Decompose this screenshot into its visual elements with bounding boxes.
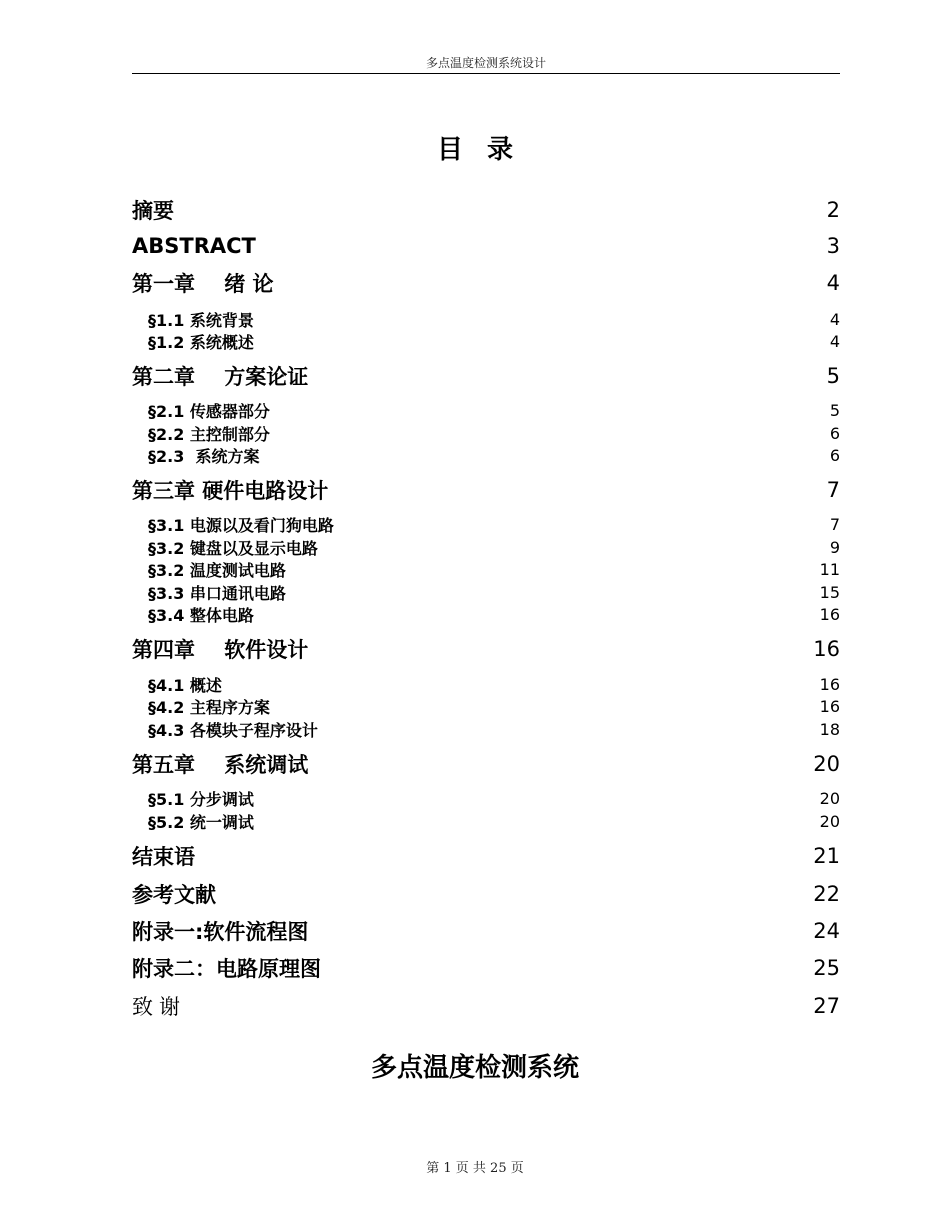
toc-entry-abstract-en[interactable] — [132, 231, 840, 261]
toc-entry-section-5-1[interactable] — [132, 787, 840, 809]
toc-entry-label: §2.2 主控制部分 — [148, 424, 270, 444]
toc-entry-page: 25 — [813, 956, 840, 980]
toc-entry-page: 2 — [826, 198, 840, 222]
toc-entry-section-1-1[interactable] — [132, 308, 840, 330]
document-title: 多点温度检测系统 — [370, 1053, 579, 1083]
toc-entry-label: 第一章 绪 论 — [132, 272, 274, 296]
toc-entry-page: 6 — [829, 423, 840, 443]
toc-entry-references[interactable] — [132, 879, 840, 909]
toc-entry-label: §5.1 分步调试 — [148, 789, 254, 809]
toc-entry-chapter-3[interactable] — [132, 475, 840, 505]
toc-entry-chapter-4[interactable] — [132, 634, 840, 664]
toc-entry-label: 第二章 方案论证 — [132, 365, 309, 389]
toc-entry-label: §1.1 系统背景 — [148, 310, 254, 330]
toc-entry-section-3-2a[interactable] — [132, 536, 840, 558]
toc-entry-label: 第五章 系统调试 — [132, 753, 309, 777]
toc-entry-section-2-1[interactable] — [132, 399, 840, 421]
toc-entry-appendix-1[interactable] — [132, 916, 840, 946]
toc-entry-section-3-1[interactable] — [132, 513, 840, 535]
toc-entry-label: 第三章 硬件电路设计 — [132, 479, 329, 503]
toc-entry-page: 4 — [829, 331, 840, 351]
toc-entry-page: 3 — [826, 234, 840, 258]
toc-entry-label: §5.2 统一调试 — [148, 812, 254, 832]
toc-entry-chapter-5[interactable] — [132, 749, 840, 779]
toc-entry-section-3-3[interactable] — [132, 581, 840, 603]
toc-entry-page: 7 — [829, 514, 840, 534]
toc-entry-section-1-2[interactable] — [132, 330, 840, 352]
toc-entry-section-5-2[interactable] — [132, 810, 840, 832]
toc-entry-label: §4.2 主程序方案 — [148, 697, 270, 717]
toc-entry-page: 16 — [819, 674, 840, 694]
toc-entry-section-3-2b[interactable] — [132, 558, 840, 580]
page-footer — [0, 1157, 950, 1176]
toc-entry-label: 摘要 — [132, 199, 174, 223]
toc-entry-section-2-3[interactable] — [132, 444, 840, 466]
toc-title-char-1: 目 — [436, 135, 463, 165]
toc-entry-section-3-4[interactable] — [132, 603, 840, 625]
toc-entry-label: §3.2 温度测试电路 — [148, 560, 286, 580]
toc-entry-label: §4.3 各模块子程序设计 — [148, 720, 318, 740]
toc-entry-chapter-1[interactable] — [132, 268, 840, 298]
toc-entry-section-4-3[interactable] — [132, 718, 840, 740]
toc-entry-page: 4 — [829, 309, 840, 329]
toc-entry-page: 16 — [819, 604, 840, 624]
toc-entry-page: 7 — [826, 478, 840, 502]
toc-entry-label: §3.4 整体电路 — [148, 605, 254, 625]
toc-entry-page: 9 — [829, 537, 840, 557]
toc-entry-section-4-2[interactable] — [132, 695, 840, 717]
footer-page-number: 第 1 页 共 25 页 — [426, 1161, 524, 1176]
toc-entry-page: 5 — [826, 364, 840, 388]
toc-entry-page: 16 — [819, 696, 840, 716]
header-text: 多点温度检测系统设计 — [425, 56, 546, 70]
toc-entry-section-2-2[interactable] — [132, 422, 840, 444]
toc-entry-page: 11 — [819, 559, 840, 579]
toc-entry-label: §3.1 电源以及看门狗电路 — [148, 515, 334, 535]
toc-entry-page: 27 — [813, 994, 840, 1018]
toc-entry-page: 20 — [819, 811, 840, 831]
toc-entry-section-4-1[interactable] — [132, 673, 840, 695]
toc-entry-label: 附录二：电路原理图 — [132, 957, 321, 981]
toc-entry-label: §4.1 概述 — [148, 675, 222, 695]
toc-entry-label: §2.3 系统方案 — [148, 446, 260, 466]
toc-entry-label: §2.1 传感器部分 — [148, 401, 270, 421]
toc-entry-thanks[interactable] — [132, 991, 840, 1021]
toc-entry-page: 5 — [829, 400, 840, 420]
toc-entry-page: 24 — [813, 919, 840, 943]
toc-title-char-2: 录 — [487, 135, 514, 165]
toc-entry-label: ABSTRACT — [132, 234, 256, 258]
toc-entry-page: 20 — [813, 752, 840, 776]
toc-entry-abstract-cn[interactable] — [132, 195, 840, 225]
toc-entry-page: 4 — [826, 271, 840, 295]
toc-entry-label: 参考文献 — [132, 883, 216, 907]
toc-entry-label: 附录一:软件流程图 — [132, 920, 309, 944]
toc-entry-label: §3.2 键盘以及显示电路 — [148, 538, 318, 558]
toc-entry-conclusion[interactable] — [132, 841, 840, 871]
toc-entry-page: 15 — [819, 582, 840, 602]
toc-entry-page: 6 — [829, 445, 840, 465]
toc-entry-label: §3.3 串口通讯电路 — [148, 583, 286, 603]
toc-entry-label: 第四章 软件设计 — [132, 638, 309, 662]
toc-entry-label: 结束语 — [132, 845, 195, 869]
toc-entry-appendix-2[interactable] — [132, 953, 840, 983]
toc-title — [0, 132, 950, 168]
toc-entry-label: §1.2 系统概述 — [148, 332, 254, 352]
toc-entry-page: 21 — [813, 844, 840, 868]
toc-entry-page: 22 — [813, 882, 840, 906]
toc-entry-page: 18 — [819, 719, 840, 739]
toc-entry-chapter-2[interactable] — [132, 361, 840, 391]
toc-entry-page: 16 — [813, 637, 840, 661]
toc-entry-page: 20 — [819, 788, 840, 808]
toc-entry-label: 致谢 — [132, 995, 186, 1019]
page-header — [132, 55, 840, 74]
